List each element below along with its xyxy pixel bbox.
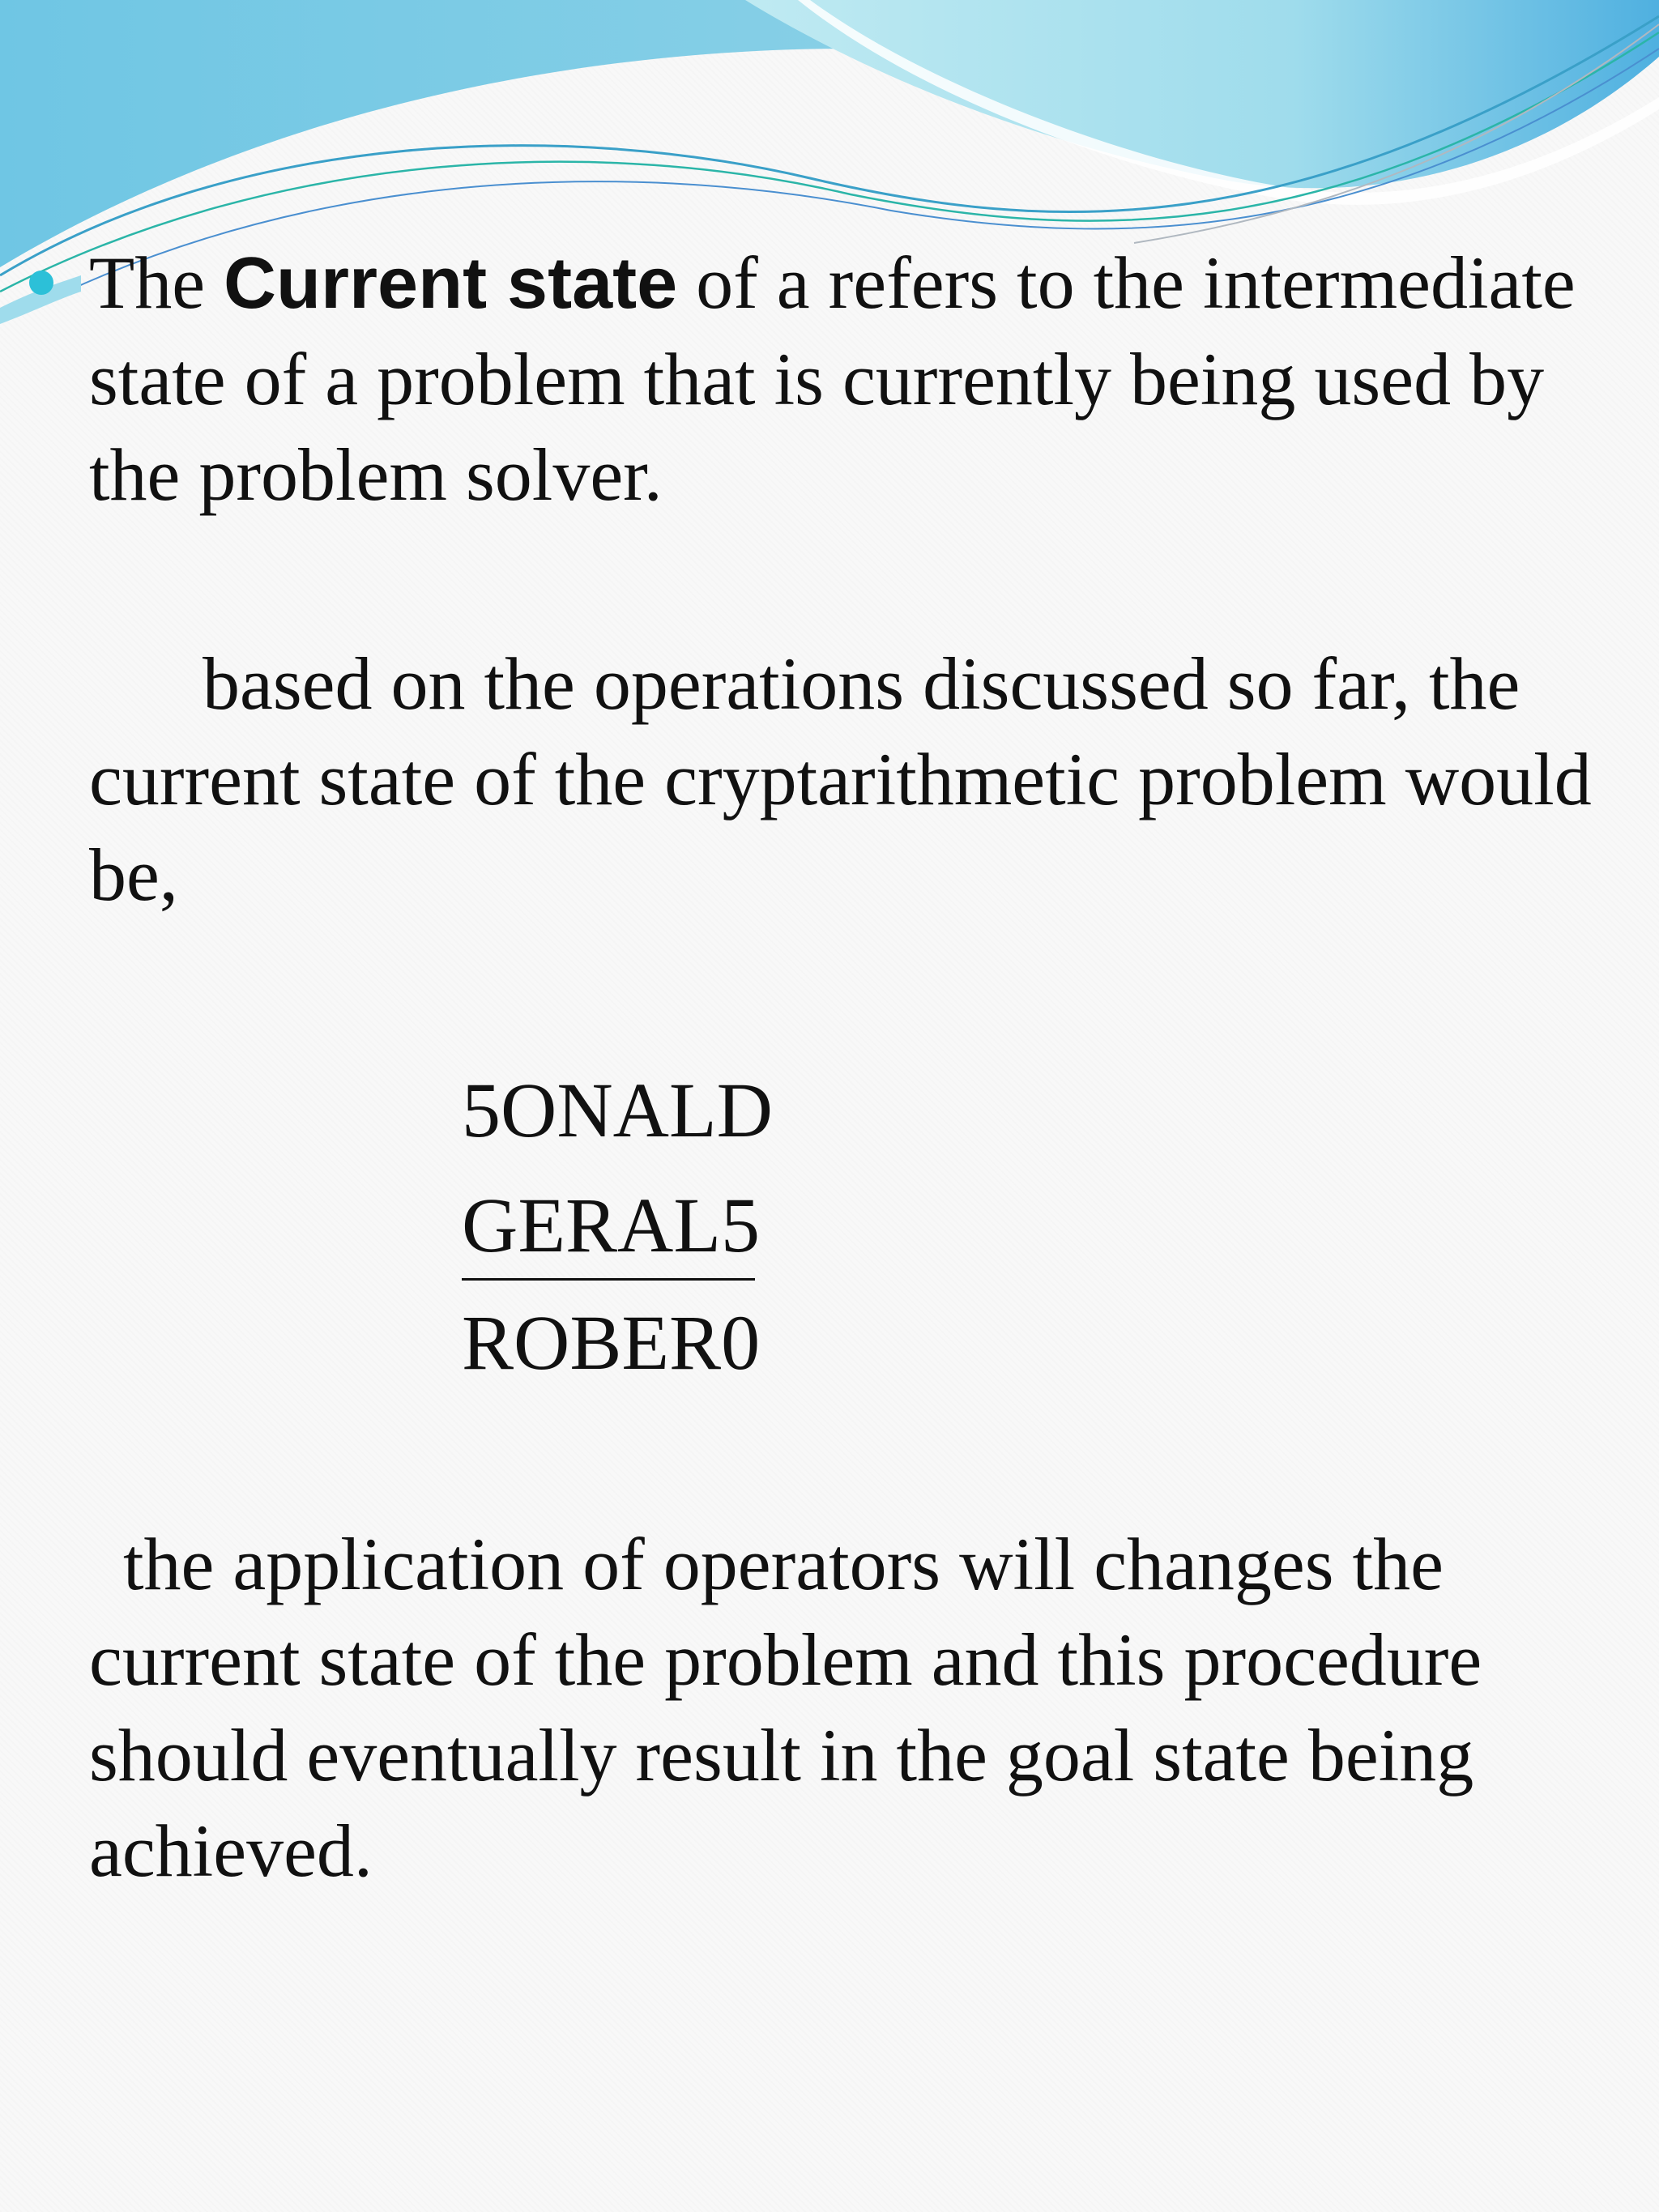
paragraph2-text: based on the operations discussed so far, the current state of the cryptarithmetic problem would be, — [89, 642, 1592, 916]
cryptarithmetic-equation — [462, 1053, 773, 1400]
paragraph-operations-discussed — [89, 636, 1596, 923]
paragraph-current-state-definition — [89, 235, 1596, 522]
paragraph-application-of-operators — [89, 1516, 1596, 1899]
equation-line2: GERAL5 — [462, 1182, 760, 1268]
equation-line1: 5ONALD — [462, 1067, 773, 1153]
paragraph3-text: the application of operators will changes the current state of the problem and this procedure should eventually result in the goal state being achieved. — [89, 1523, 1482, 1892]
equation-result: ROBER0 — [462, 1299, 761, 1386]
paragraph1-bold-term: Current state — [224, 243, 678, 324]
bullet-dot — [29, 271, 53, 295]
paragraph1-rest: of a refers to the intermediate state of a problem that is currently being used by the problem solver. — [89, 241, 1576, 516]
paragraph1-prefix: The — [89, 241, 224, 324]
